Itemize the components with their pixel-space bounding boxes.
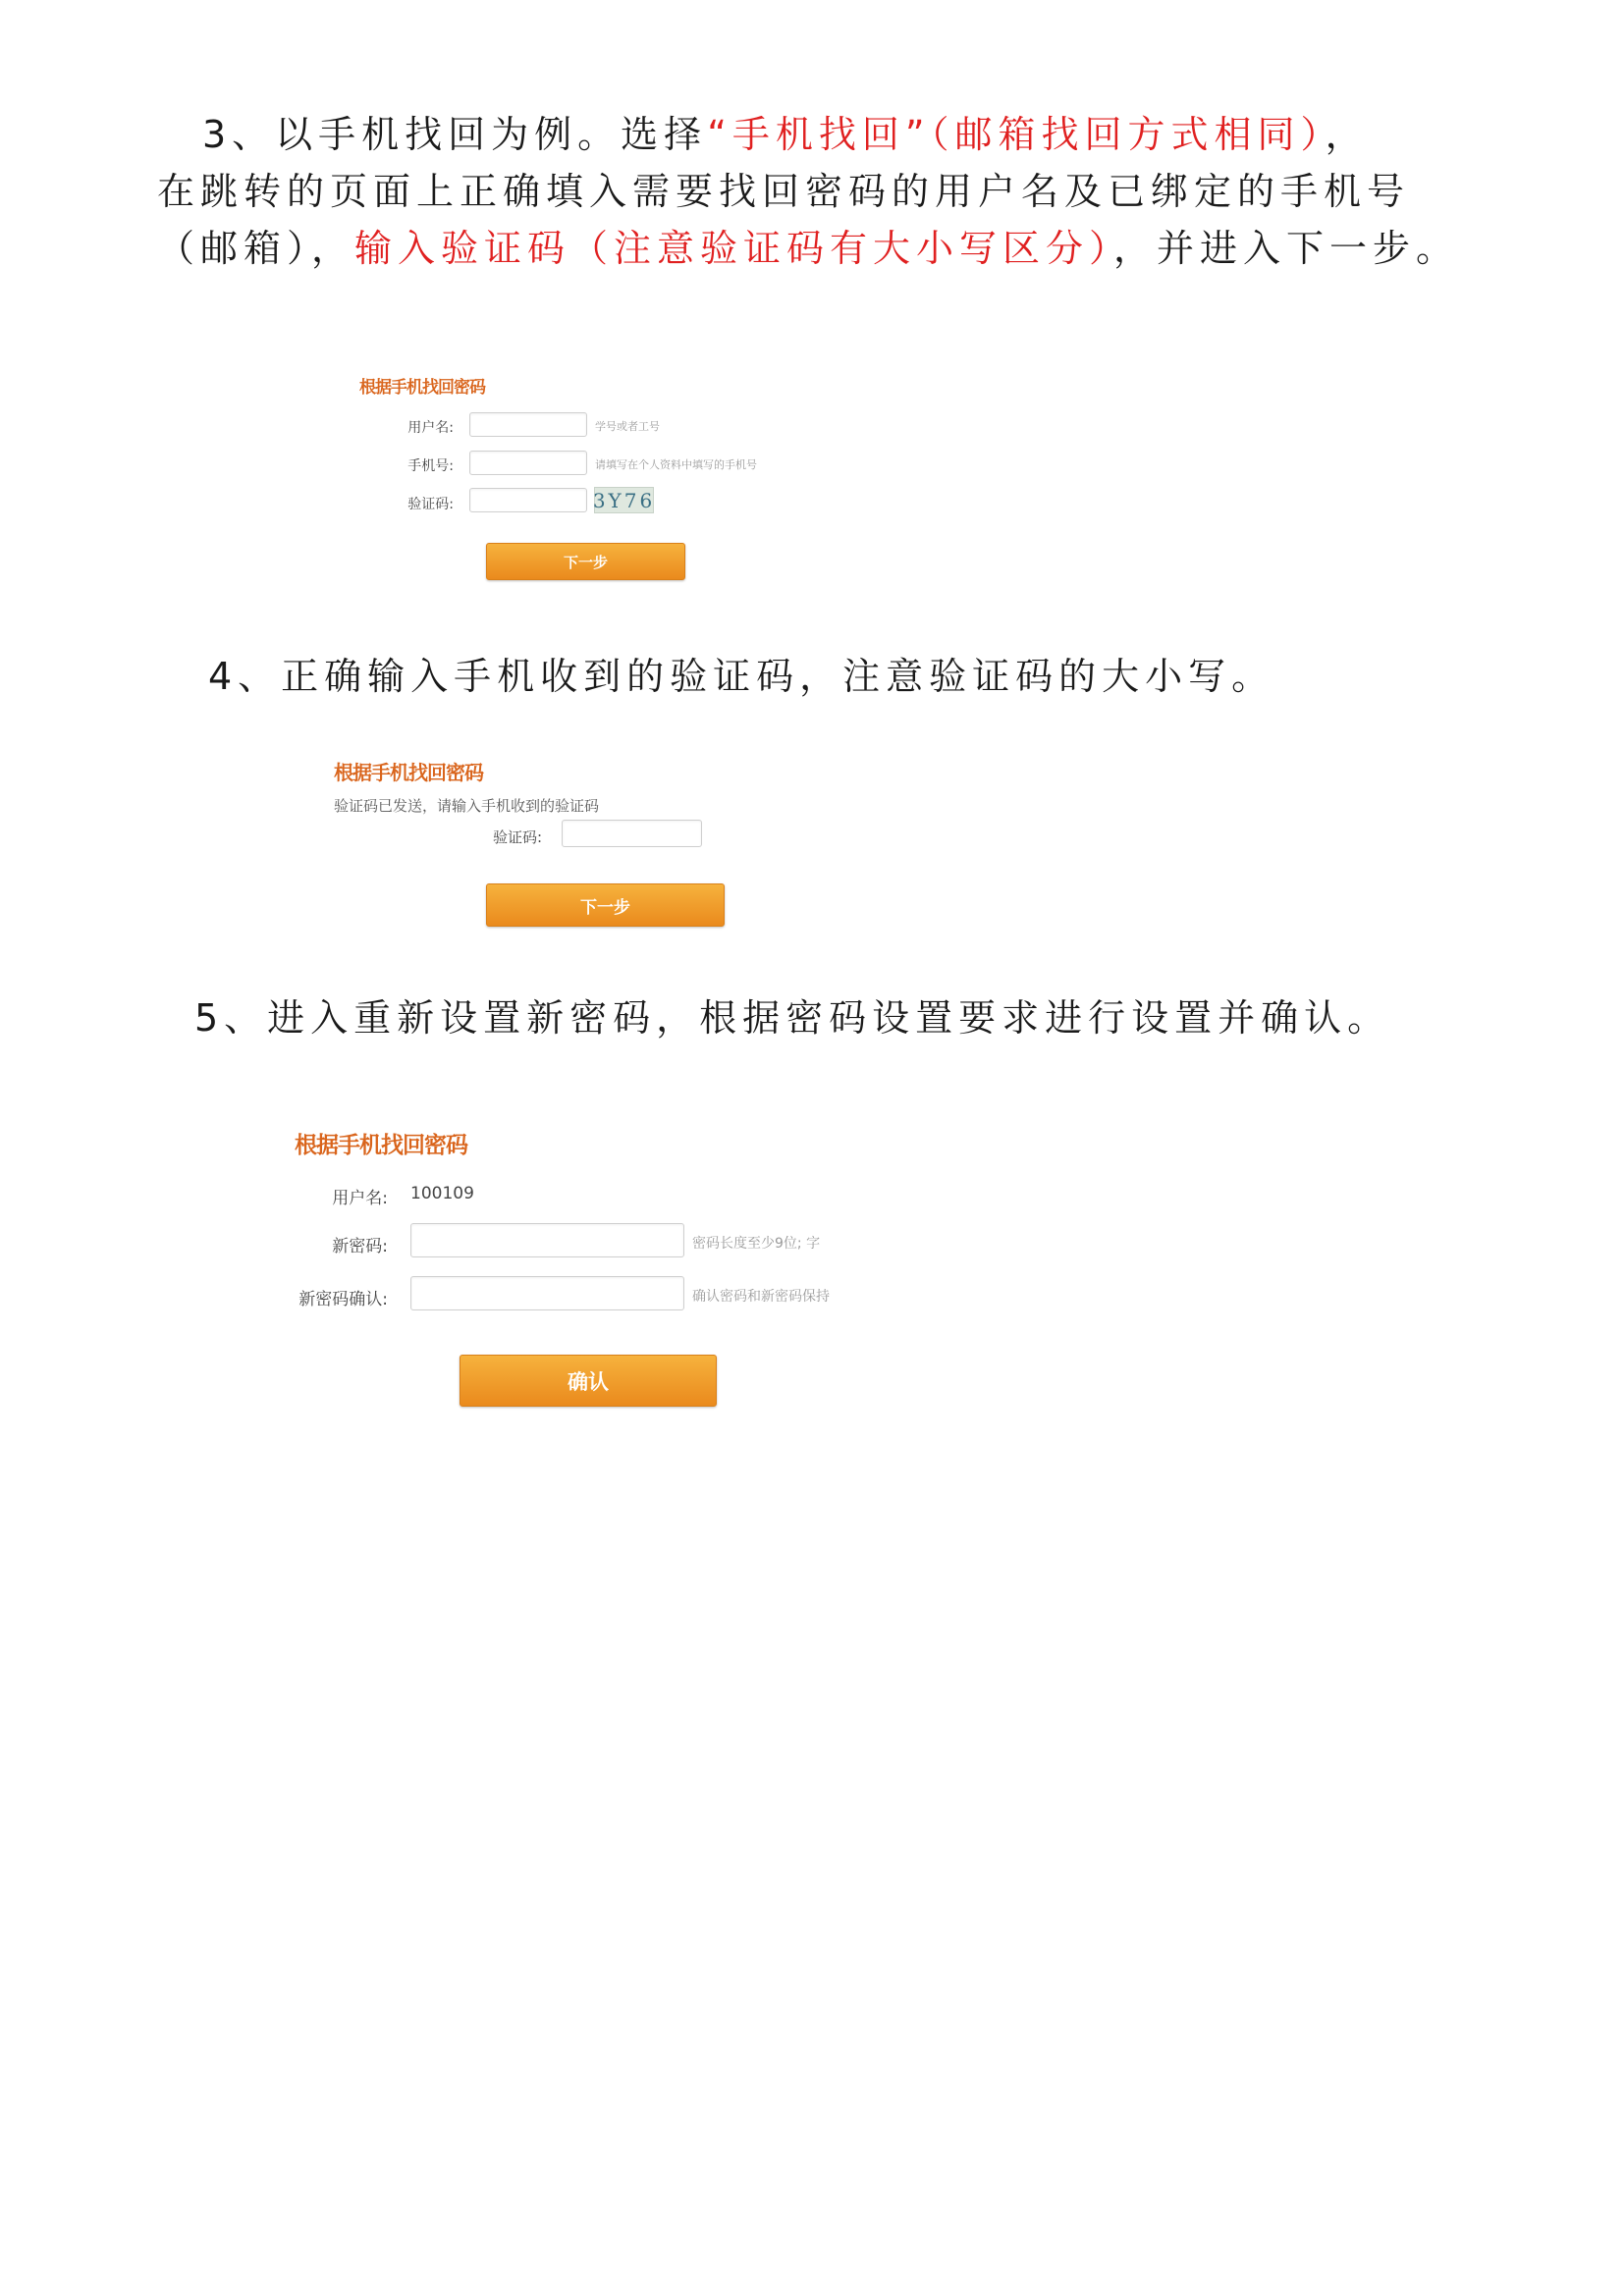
step3-line3-text: （邮箱）， [157, 227, 355, 270]
panel1-phone-input[interactable] [469, 451, 587, 475]
panel1-phone-label: 手机号: [407, 458, 454, 474]
panel1-username-input[interactable] [469, 412, 587, 437]
step3-line3 [157, 227, 1460, 270]
panel3-new-password-label: 新密码: [332, 1237, 388, 1256]
panel3-confirm-label: 新密码确认: [298, 1290, 388, 1309]
panel3-confirm-hint: 确认密码和新密码保持 [692, 1289, 830, 1305]
panel1-captcha-image[interactable]: 3Y76 [592, 488, 656, 512]
panel3-new-password-hint: 密码长度至少9位; 字 [692, 1236, 821, 1252]
panel1-username-hint: 学号或者工号 [595, 420, 660, 433]
panel1-next-button[interactable]: 下一步 [486, 543, 685, 580]
step3-line1 [202, 113, 1369, 156]
panel1-phone-hint: 请填写在个人资料中填写的手机号 [595, 458, 757, 471]
panel3-confirm-button[interactable]: 确认 [460, 1355, 717, 1407]
step3-line3-highlight: 输入验证码（注意验证码有大小写区分） [354, 227, 1114, 270]
panel3-username-value: 100109 [410, 1184, 474, 1203]
panel1-code-label: 验证码: [407, 497, 454, 512]
panel3-new-password-input[interactable] [410, 1223, 684, 1257]
step3-line2: 在跳转的页面上正确填入需要找回密码的用户名及已绑定的手机号 [157, 170, 1411, 213]
panel1-title: 根据手机找回密码 [359, 378, 485, 398]
panel3-confirm-input[interactable] [410, 1276, 684, 1310]
panel2-next-button[interactable]: 下一步 [486, 883, 725, 927]
panel3-title: 根据手机找回密码 [295, 1133, 467, 1158]
step3-line1-text: 3、以手机找回为例。选择 [202, 113, 708, 156]
panel1-username-label: 用户名: [407, 420, 454, 436]
step3-line3-tail: ，并进入下一步。 [1113, 227, 1460, 270]
panel2-code-label: 验证码: [492, 828, 542, 846]
step4-text: 4、正确输入手机收到的验证码，注意验证码的大小写。 [208, 655, 1275, 698]
panel1-code-input[interactable] [469, 488, 587, 512]
step3-line1-tail: ， [1325, 113, 1369, 156]
step3-line1-highlight: “手机找回”（邮箱找回方式相同） [707, 113, 1326, 156]
panel3-username-label: 用户名: [332, 1189, 388, 1208]
panel2-code-input[interactable] [562, 820, 702, 847]
panel2-title: 根据手机找回密码 [334, 761, 483, 784]
step5-text: 5、进入重新设置新密码，根据密码设置要求进行设置并确认。 [194, 996, 1391, 1040]
panel2-notice: 验证码已发送，请输入手机收到的验证码 [334, 797, 600, 815]
